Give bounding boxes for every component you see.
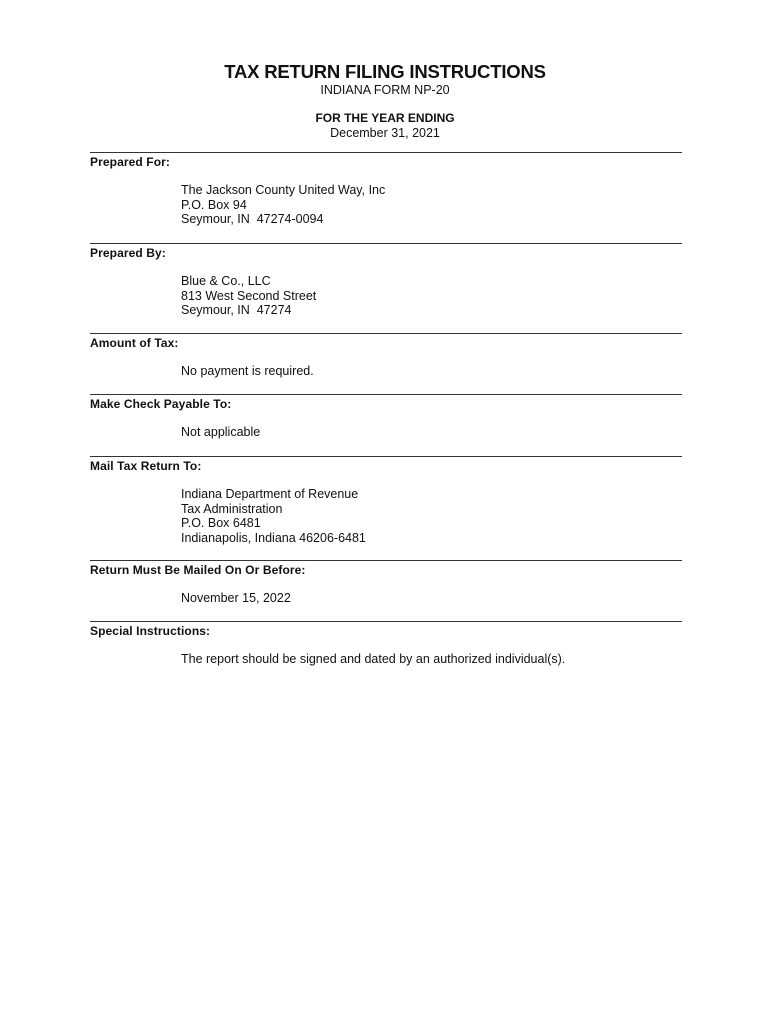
section-line: No payment is required.: [181, 364, 314, 378]
special-instructions-section: [90, 621, 682, 684]
section-line: 813 West Second Street: [181, 288, 317, 303]
section-line: P.O. Box 6481: [181, 516, 261, 530]
form-name: INDIANA FORM NP-20: [320, 83, 450, 97]
section-label: Mail Tax Return To:: [90, 459, 202, 473]
section-line: November 15, 2022: [181, 591, 291, 605]
section-body: [90, 652, 682, 667]
amount-of-tax-section: [90, 333, 682, 394]
section-line: Blue & Co., LLC: [181, 274, 271, 288]
section-label: Make Check Payable To:: [90, 397, 232, 411]
instruction-sections: [90, 152, 682, 684]
section-line: Tax Administration: [181, 501, 283, 516]
prepared-by-section: [90, 243, 682, 333]
document-header: [0, 61, 770, 141]
section-line: Indiana Department of Revenue: [181, 487, 359, 501]
year-ending-label: FOR THE YEAR ENDING: [315, 111, 455, 125]
document-title: TAX RETURN FILING INSTRUCTIONS: [224, 61, 546, 82]
section-line: Indianapolis, Indiana 46206-6481: [181, 530, 366, 545]
section-line: Seymour, IN 47274: [181, 303, 292, 317]
section-body: [90, 487, 682, 545]
year-ending-date: December 31, 2021: [330, 126, 440, 140]
section-line: The Jackson County United Way, Inc: [181, 183, 386, 197]
check-payable-section: [90, 394, 682, 456]
section-line: Seymour, IN 47274-0094: [181, 212, 324, 226]
section-label: Return Must Be Mailed On Or Before:: [90, 563, 306, 577]
mail-deadline-section: [90, 560, 682, 621]
section-body: [90, 591, 682, 606]
prepared-for-section: [90, 152, 682, 243]
section-body: [90, 425, 682, 440]
mail-return-section: [90, 456, 682, 560]
section-line: The report should be signed and dated by an authorized individual(s).: [181, 652, 566, 666]
section-line: Not applicable: [181, 425, 261, 439]
section-label: Amount of Tax:: [90, 336, 179, 350]
section-label: Prepared For:: [90, 155, 170, 169]
section-body: [90, 274, 682, 318]
section-label: Prepared By:: [90, 246, 166, 260]
section-line: P.O. Box 94: [181, 197, 247, 212]
section-label: Special Instructions:: [90, 624, 211, 638]
section-body: [90, 364, 682, 379]
section-body: [90, 183, 682, 227]
